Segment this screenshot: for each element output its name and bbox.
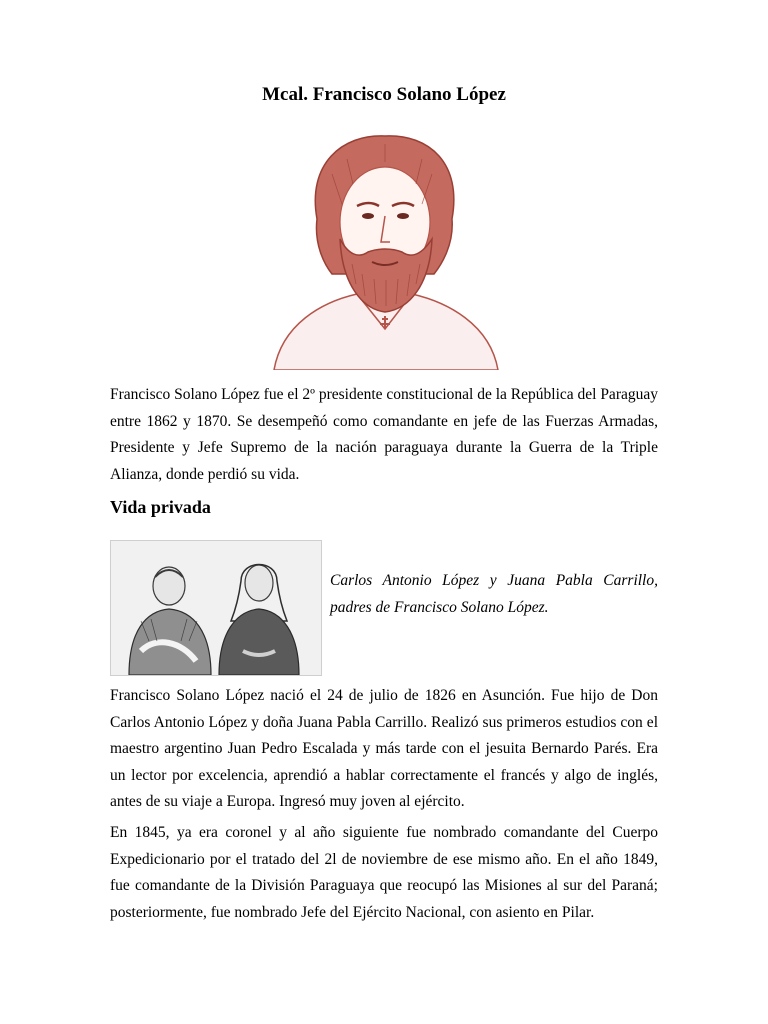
intro-paragraph: Francisco Solano López fue el 2º presidente constitucional de la República del Paraguay entre 1862 y 1870. Se desempeñó como comandante en jefe de las Fuerzas Armadas, Presidente y Jefe Supremo de la nación paraguaya durante la Guerra de la Triple Alianza, donde perdió su vida. (110, 386, 658, 483)
parents-engraving (111, 541, 321, 675)
photo-caption: Carlos Antonio López y Juana Pabla Carrillo, padres de Francisco Solano López. (330, 572, 658, 616)
portrait-sketch (262, 124, 508, 370)
paragraph-birth: Francisco Solano López nació el 24 de julio de 1826 en Asunción. Fue hijo de Don Carlos Antonio López y doña Juana Pabla Carrillo. Realizó sus primeros estudios con el maestro argentino Juan Pedro Escalada y más tarde con el jesuita Bernardo Parés. Era un lector por excelencia, aprendió a hablar correctamente el francés y algo de inglés, antes de su viaje a Europa. Ingresó muy joven al ejército. (110, 687, 658, 810)
section-heading: Vida privada (110, 497, 211, 517)
portrait-illustration (262, 124, 508, 370)
parents-photo (110, 540, 322, 676)
page-title: Mcal. Francisco Solano López (262, 84, 506, 105)
paragraph-military: En 1845, ya era coronel y al año siguiente fue nombrado comandante del Cuerpo Expedicionario por el tratado del 2l de noviembre de ese mismo año. En el año 1849, fue comandante de la División Paraguaya que reocupó las Misiones al sur del Paraná; posteriormente, fue nombrado Jefe del Ejército Nacional, con asiento en Pilar. (110, 824, 658, 921)
